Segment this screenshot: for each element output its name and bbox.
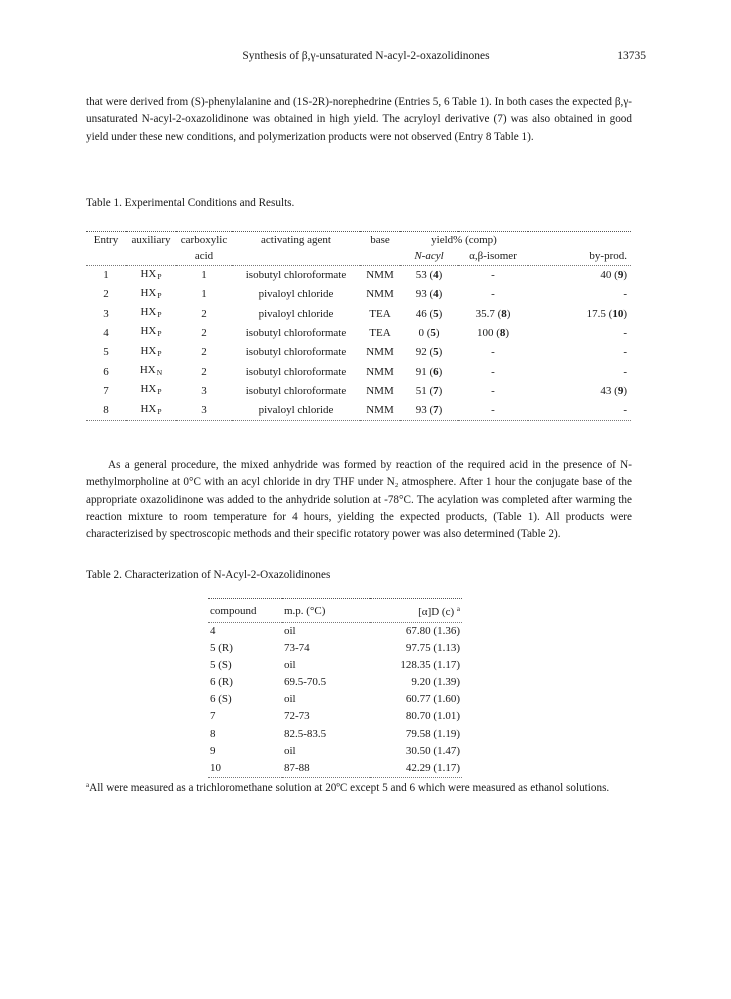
header-mp: m.p. (°C)	[282, 599, 370, 623]
by-product-yield: 43 (9)	[600, 384, 627, 397]
agent-cell	[232, 265, 360, 285]
procedure-paragraph: As a general procedure, the mixed anhydride was formed by reaction of the required acid in the presence of N-methylmorpholine at 0°C with an acyl chloride in dry THF under N₂ atmosphere. After 1 hour the conjugate base of the appropriate oxazolidinone was added to the anhydride solution at -78°C. The acylation was completed after warming the reaction mixture to room temperature for 4 hours, yielding the expected products, (Table 1). All products were characterizised by spectroscopic methods and their specific rotatory power was also determined (Table 2).	[86, 459, 632, 541]
compound-value: 4	[210, 625, 216, 637]
mp-value: oil	[284, 659, 296, 672]
rotation-value: 128.35 (1.17)	[400, 659, 460, 672]
table-row	[86, 381, 631, 400]
mp-cell	[282, 726, 370, 743]
n-acyl-yield: 51 (7)	[415, 384, 443, 397]
table-row	[208, 657, 462, 674]
auxiliary-subscript: P	[157, 329, 162, 339]
compound-cell	[208, 674, 282, 691]
page-number: 13735	[617, 50, 646, 62]
n-acyl-yield-value: 53	[415, 269, 427, 282]
mp-cell	[282, 760, 370, 778]
base-value: TEA	[369, 326, 391, 339]
base-value: NMM	[366, 365, 394, 378]
by-product-yield-compound: 9	[617, 269, 624, 282]
by-product-yield	[528, 285, 631, 304]
n-acyl-yield-compound: 4	[433, 269, 439, 282]
footnote-text: All were measured as a trichloromethane solution at 20ºC except 5 and 6 which were measured as ethanol solutions.	[89, 782, 610, 794]
table-row	[86, 362, 631, 381]
auxiliary-subscript: P	[157, 310, 162, 320]
n-acyl-yield-value: 91	[415, 365, 427, 378]
table-row	[86, 265, 631, 285]
n-acyl-yield-compound: 7	[433, 404, 439, 417]
mp-value: oil	[284, 625, 296, 637]
ab-isomer-yield-compound: 8	[499, 326, 506, 339]
table1-body	[86, 265, 631, 420]
entry-value: 6	[103, 365, 109, 378]
rotation-value: 30.50 (1.47)	[405, 744, 460, 757]
acid-value: 3	[201, 384, 207, 397]
compound-cell	[208, 691, 282, 708]
base-cell	[360, 323, 400, 342]
n-acyl-yield: 46 (5)	[415, 307, 443, 320]
auxiliary-subscript: P	[157, 387, 162, 397]
base-value: NMM	[366, 404, 394, 417]
entry-cell	[86, 381, 126, 400]
ab-isomer-yield-value: -	[491, 269, 495, 282]
acid-value: 2	[201, 365, 207, 378]
table2-characterization	[208, 598, 462, 778]
header-activating-agent: activating agent	[232, 232, 360, 249]
footnote-marker: a	[86, 781, 90, 789]
compound-cell	[208, 708, 282, 725]
by-product-yield-compound: 9	[617, 384, 624, 397]
auxiliary-cell	[126, 343, 176, 362]
rotation-cell	[370, 760, 462, 778]
agent-value: pivaloyl chloride	[258, 404, 334, 417]
agent-cell	[232, 401, 360, 421]
auxiliary-subscript: P	[157, 348, 162, 358]
agent-cell	[232, 362, 360, 381]
agent-value: isobutyl chloroformate	[245, 384, 347, 397]
n-acyl-yield-value: 51	[415, 384, 427, 397]
header-n-acyl: N-acyl	[414, 250, 444, 263]
n-acyl-yield-compound: 5	[433, 346, 439, 359]
auxiliary-value: HX	[140, 325, 157, 338]
ab-isomer-yield-value: -	[491, 365, 495, 378]
mp-value: 72-73	[284, 710, 310, 723]
n-acyl-yield-value: 93	[415, 404, 427, 417]
by-product-yield	[528, 323, 631, 342]
entry-cell	[86, 362, 126, 381]
compound-value: 9	[210, 744, 216, 757]
rotation-cell	[370, 674, 462, 691]
rotation-cell	[370, 743, 462, 760]
rotation-value: 60.77 (1.60)	[405, 693, 460, 706]
compound-cell	[208, 760, 282, 778]
table1-experimental-conditions	[86, 231, 631, 421]
n-acyl-yield-value: 0	[418, 326, 424, 339]
header-rotation: [α]D (c) $^a$	[370, 599, 462, 623]
by-product-yield: 40 (9)	[528, 265, 631, 285]
agent-value: isobutyl chloroformate	[245, 365, 347, 378]
auxiliary-value: HX	[140, 306, 157, 319]
base-cell	[360, 381, 400, 400]
auxiliary-value: HX	[140, 402, 157, 415]
acid-value: 3	[201, 404, 207, 417]
entry-value: 7	[103, 384, 109, 397]
rotation-value: 67.80 (1.36)	[405, 625, 460, 637]
base-cell	[360, 401, 400, 421]
rotation-cell	[370, 623, 462, 641]
rotation-value: 9.20 (1.39)	[411, 676, 460, 689]
entry-value: 5	[103, 346, 109, 359]
agent-cell	[232, 381, 360, 400]
by-product-yield: 17.5 (10)	[586, 307, 627, 320]
mp-cell	[282, 657, 370, 674]
by-product-yield-value: -	[623, 326, 627, 339]
auxiliary-cell	[126, 401, 176, 421]
table-row	[86, 323, 631, 342]
ab-isomer-yield: 35.7 (8)	[475, 307, 511, 320]
compound-value: 7	[210, 710, 216, 723]
n-acyl-yield: 93 (7)	[400, 401, 458, 421]
table-row	[208, 743, 462, 760]
base-value: NMM	[366, 346, 394, 359]
acid-cell	[176, 323, 232, 342]
running-header	[86, 48, 646, 64]
ab-isomer-yield	[458, 285, 528, 304]
auxiliary-value: HX	[139, 364, 156, 377]
base-value: NMM	[366, 288, 394, 301]
table-row	[86, 401, 631, 421]
compound-cell	[208, 657, 282, 674]
auxiliary-cell	[126, 362, 176, 381]
table1-caption: Table 1. Experimental Conditions and Results.	[86, 197, 295, 209]
by-product-yield	[528, 401, 631, 421]
agent-cell	[232, 323, 360, 342]
n-acyl-yield: 91 (6)	[415, 365, 443, 378]
acid-cell	[176, 381, 232, 400]
base-cell	[360, 362, 400, 381]
mp-value: oil	[284, 744, 296, 757]
acid-value: 2	[201, 326, 207, 339]
mp-cell	[282, 640, 370, 657]
rotation-cell	[370, 708, 462, 725]
header-entry: Entry	[86, 232, 126, 249]
acid-cell	[176, 265, 232, 285]
n-acyl-yield-value: 93	[415, 288, 427, 301]
auxiliary-cell	[126, 304, 176, 323]
by-product-yield-value: 40	[600, 269, 612, 282]
entry-value: 8	[103, 404, 109, 417]
by-product-yield-compound: 10	[612, 307, 624, 320]
header-yield-group: yield% (comp)	[400, 232, 528, 249]
compound-value: 5 (S)	[210, 659, 232, 672]
compound-value: 10	[210, 761, 221, 774]
by-product-yield-value: -	[623, 288, 627, 301]
compound-cell	[208, 726, 282, 743]
n-acyl-yield-compound: 5	[430, 326, 436, 339]
n-acyl-yield: 0 (5)	[418, 326, 440, 339]
entry-cell	[86, 323, 126, 342]
ab-isomer-yield	[458, 265, 528, 285]
table-row	[208, 760, 462, 778]
header-blank	[528, 232, 631, 249]
entry-cell	[86, 401, 126, 421]
table-row	[208, 640, 462, 657]
rotation-cell	[370, 657, 462, 674]
rotation-value: 97.75 (1.13)	[405, 642, 460, 655]
auxiliary-cell	[126, 285, 176, 304]
compound-value: 8	[210, 727, 216, 740]
entry-cell	[86, 304, 126, 323]
table2-body	[208, 623, 462, 778]
n-acyl-yield-compound: 4	[433, 288, 439, 301]
rotation-cell	[370, 640, 462, 657]
base-cell	[360, 304, 400, 323]
entry-cell	[86, 285, 126, 304]
by-product-yield	[528, 362, 631, 381]
table2-caption: Table 2. Characterization of N-Acyl-2-Oxazolidinones	[86, 569, 331, 581]
header-carboxylic: carboxylic	[176, 232, 232, 249]
ab-isomer-yield: 100 (8)	[476, 326, 510, 339]
base-value: NMM	[366, 384, 394, 397]
by-product-yield	[528, 343, 631, 362]
auxiliary-value: HX	[140, 383, 157, 396]
by-product-yield-value: 17.5	[586, 307, 606, 320]
compound-cell	[208, 623, 282, 641]
table-row	[208, 691, 462, 708]
n-acyl-yield-compound: 5	[433, 307, 439, 320]
acid-value: 1	[201, 269, 207, 282]
mp-value: oil	[284, 693, 296, 706]
auxiliary-value: HX	[140, 344, 157, 357]
mp-cell	[282, 708, 370, 725]
agent-cell	[232, 285, 360, 304]
compound-cell	[208, 743, 282, 760]
rotation-cell	[370, 726, 462, 743]
table-row	[86, 285, 631, 304]
ab-isomer-yield	[458, 401, 528, 421]
auxiliary-subscript: N	[156, 368, 163, 378]
n-acyl-yield: 93 (4)	[415, 288, 443, 301]
agent-value: pivaloyl chloride	[258, 288, 334, 301]
ab-isomer-yield-compound: 8	[501, 307, 507, 320]
auxiliary-value: HX	[140, 286, 157, 299]
by-product-yield-value: -	[623, 346, 627, 359]
entry-value: 2	[103, 288, 109, 301]
compound-value: 6 (R)	[210, 676, 233, 689]
header-base: base	[360, 232, 400, 249]
entry-value: 3	[103, 307, 109, 320]
ab-isomer-yield-value: -	[491, 346, 495, 359]
acid-cell	[176, 304, 232, 323]
rotation-value: 79.58 (1.19)	[405, 727, 460, 740]
auxiliary-cell	[126, 381, 176, 400]
table-row	[208, 726, 462, 743]
agent-value: isobutyl chloroformate	[245, 326, 347, 339]
header-acid: acid	[194, 250, 214, 263]
intro-paragraph: that were derived from (S)-phenylalanine and (1S-2R)-norephedrine (Entries 5, 6 Table 1). In both cases the expected β,γ-unsaturated N-acyl-2-oxazolidinone was obtained in high yield. The acryloyl derivative (7) was also obtained in good yield under these new conditions, and polymerization products were not observed (Entry 8 Table 1).	[86, 96, 632, 143]
entry-value: 1	[103, 269, 109, 282]
n-acyl-yield: 53 (4)	[400, 265, 458, 285]
mp-value: 87-88	[284, 761, 310, 774]
rotation-cell	[370, 691, 462, 708]
base-cell	[360, 265, 400, 285]
auxiliary-value: HX	[140, 267, 157, 280]
n-acyl-yield-value: 92	[415, 346, 427, 359]
by-product-yield-value: -	[623, 404, 627, 417]
running-title: Synthesis of β,γ-unsaturated N-acyl-2-oxazolidinones	[242, 50, 490, 62]
acid-cell	[176, 343, 232, 362]
n-acyl-yield-compound: 7	[433, 384, 439, 397]
ab-isomer-yield-value: 100	[476, 326, 494, 339]
mp-value: 73-74	[284, 642, 310, 655]
mp-cell	[282, 691, 370, 708]
ab-isomer-yield	[458, 343, 528, 362]
n-acyl-yield: 92 (5)	[415, 346, 443, 359]
acid-value: 2	[201, 346, 207, 359]
auxiliary-subscript: P	[157, 271, 162, 281]
by-product-yield-value: 43	[600, 384, 612, 397]
table-row	[86, 343, 631, 362]
rotation-value: 42.29 (1.17)	[405, 761, 460, 774]
entry-cell	[86, 265, 126, 285]
header-by-prod: by-prod.	[589, 250, 627, 263]
rotation-value: 80.70 (1.01)	[405, 710, 460, 723]
agent-value: isobutyl chloroformate	[245, 269, 347, 282]
auxiliary-subscript: P	[157, 406, 162, 416]
header-auxiliary: auxiliary	[126, 232, 176, 249]
acid-value: 1	[201, 288, 207, 301]
base-value: NMM	[366, 269, 394, 282]
ab-isomer-yield-value: -	[491, 404, 495, 417]
auxiliary-cell	[126, 265, 176, 285]
agent-cell	[232, 304, 360, 323]
entry-value: 4	[103, 326, 109, 339]
ab-isomer-yield	[458, 381, 528, 400]
auxiliary-subscript: P	[157, 290, 162, 300]
compound-value: 6 (S)	[210, 693, 232, 706]
auxiliary-cell	[126, 323, 176, 342]
agent-value: isobutyl chloroformate	[245, 346, 347, 359]
base-cell	[360, 285, 400, 304]
table2-footnote	[86, 780, 632, 797]
acid-value: 2	[201, 307, 207, 320]
ab-isomer-yield-value: -	[491, 288, 495, 301]
acid-cell	[176, 401, 232, 421]
table-row	[208, 623, 462, 641]
header-compound: compound	[208, 599, 282, 623]
mp-cell	[282, 743, 370, 760]
base-value: TEA	[369, 307, 391, 320]
agent-cell	[232, 343, 360, 362]
mp-value: 69.5-70.5	[284, 676, 327, 689]
ab-isomer-yield	[458, 362, 528, 381]
ab-isomer-yield-value: -	[491, 384, 495, 397]
agent-value: pivaloyl chloride	[258, 307, 334, 320]
header-ab-isomer: α,β-isomer	[469, 250, 517, 263]
compound-value: 5 (R)	[210, 642, 233, 655]
table-row	[86, 304, 631, 323]
mp-cell	[282, 623, 370, 641]
base-cell	[360, 343, 400, 362]
ab-isomer-yield-value: 35.7	[475, 307, 495, 320]
by-product-yield-value: -	[623, 365, 627, 378]
acid-cell	[176, 285, 232, 304]
mp-cell	[282, 674, 370, 691]
compound-cell	[208, 640, 282, 657]
table-row	[208, 708, 462, 725]
mp-value: 82.5-83.5	[284, 727, 327, 740]
n-acyl-yield-compound: 6	[433, 365, 439, 378]
acid-cell	[176, 362, 232, 381]
table-row	[208, 674, 462, 691]
n-acyl-yield-value: 46	[415, 307, 427, 320]
entry-cell	[86, 343, 126, 362]
